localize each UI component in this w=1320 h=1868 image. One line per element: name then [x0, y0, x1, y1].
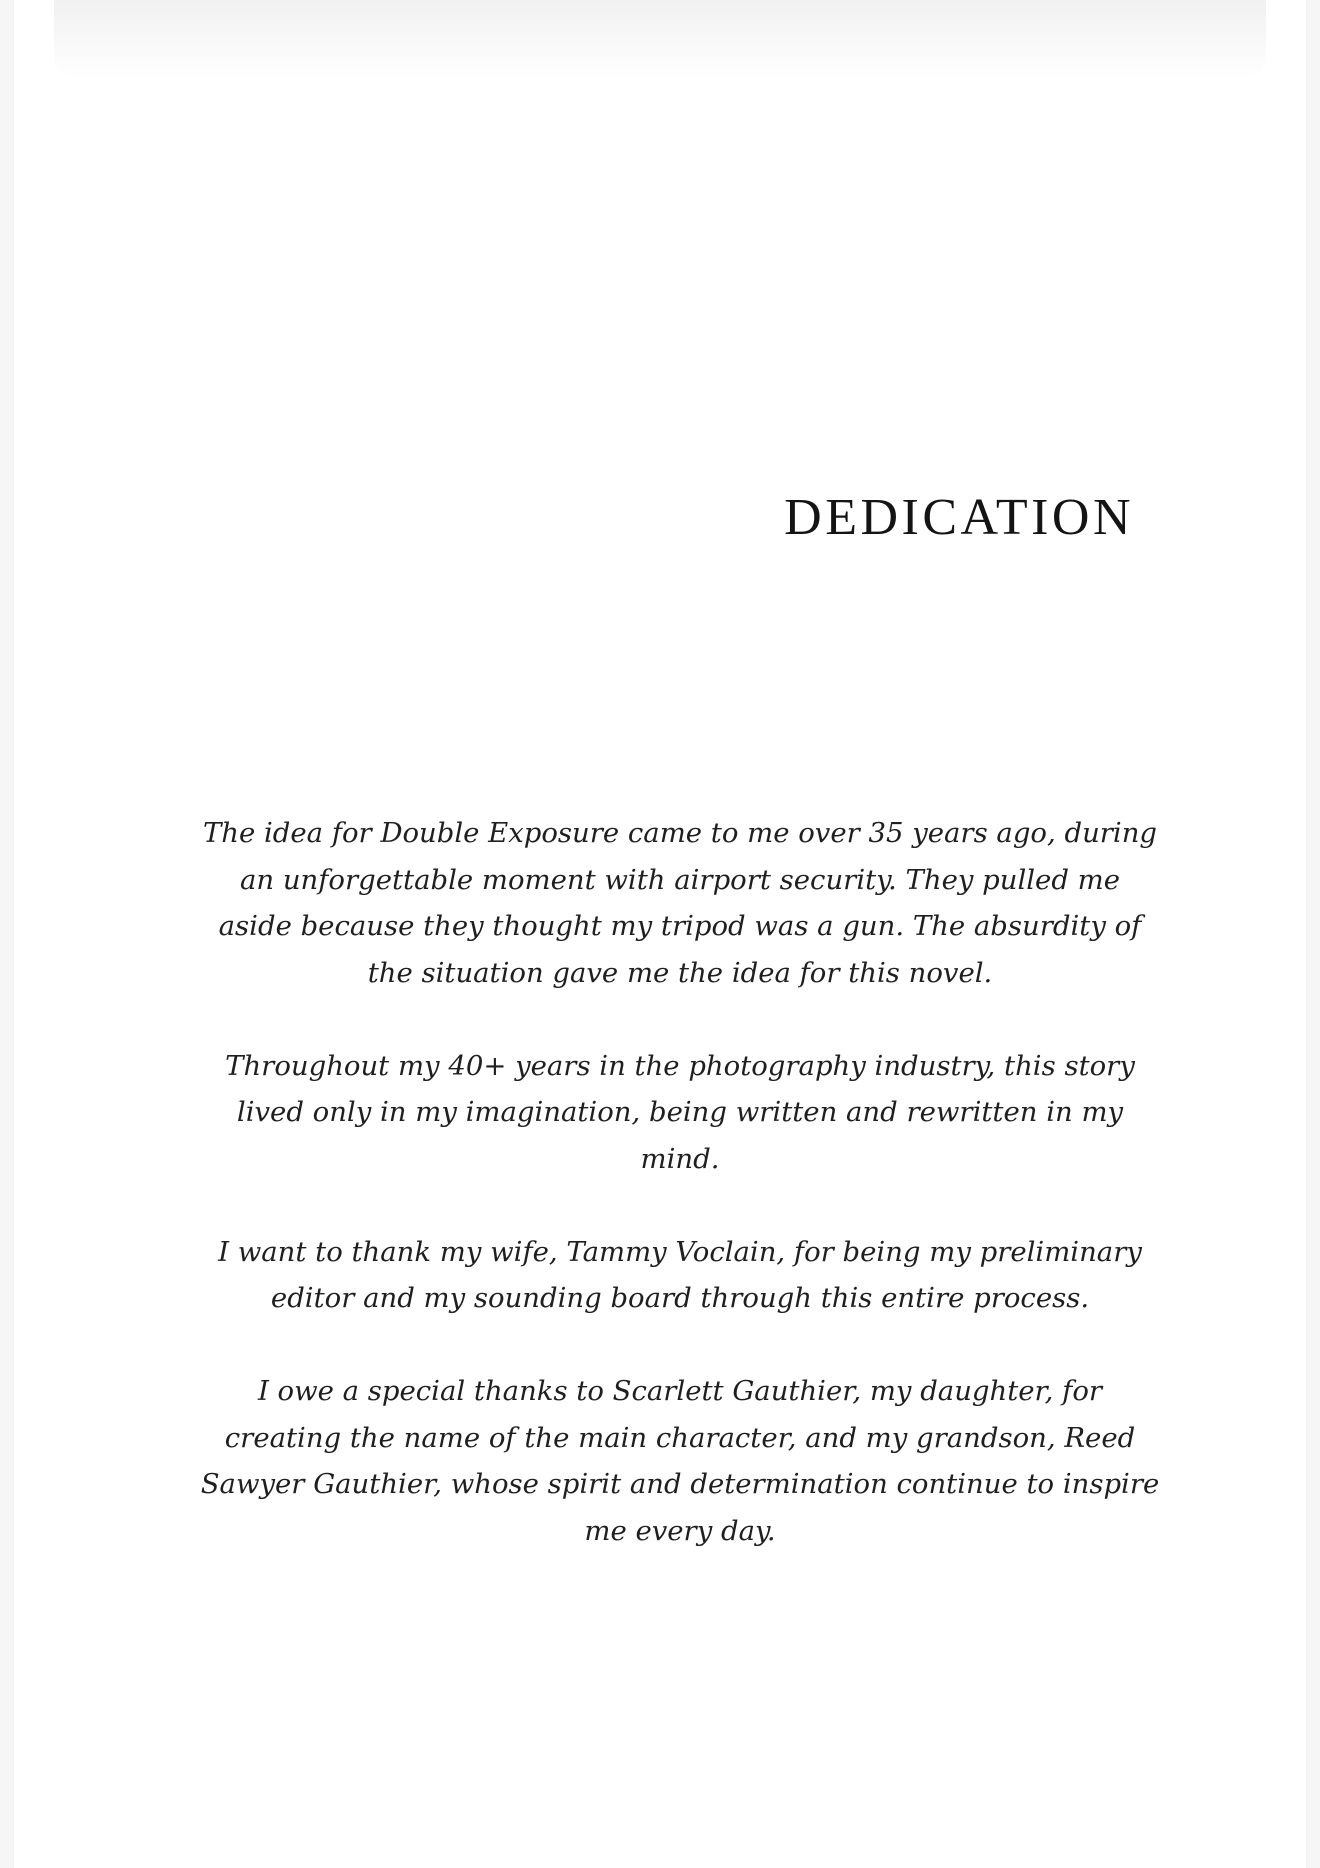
- dedication-paragraph-2: Throughout my 40+ years in the photography industry, this story lived only in my imagination, being written and rewritten in my mind.: [225, 1049, 1135, 1175]
- dedication-paragraph-3: I want to thank my wife, Tammy Voclain, for being my preliminary editor and my sounding board through this entire process.: [218, 1235, 1142, 1314]
- document-page: [14, 0, 1306, 1868]
- dedication-body: [200, 810, 1160, 1554]
- dedication-paragraph-1: The idea for Double Exposure came to me over 35 years ago, during an unforgettable moment with airport security. They pulled me aside because they thought my tripod was a gun. The absurdity of the situation gave me the idea for this novel.: [202, 817, 1158, 989]
- page-heading: DEDICATION: [784, 489, 1134, 546]
- dedication-paragraph-4: I owe a special thanks to Scarlett Gauthier, my daughter, for creating the name of the main character, and my grandson, Reed Sawyer Gauthier, whose spirit and determination continue to inspire me every day.: [200, 1375, 1160, 1547]
- top-shadow: [54, 0, 1266, 80]
